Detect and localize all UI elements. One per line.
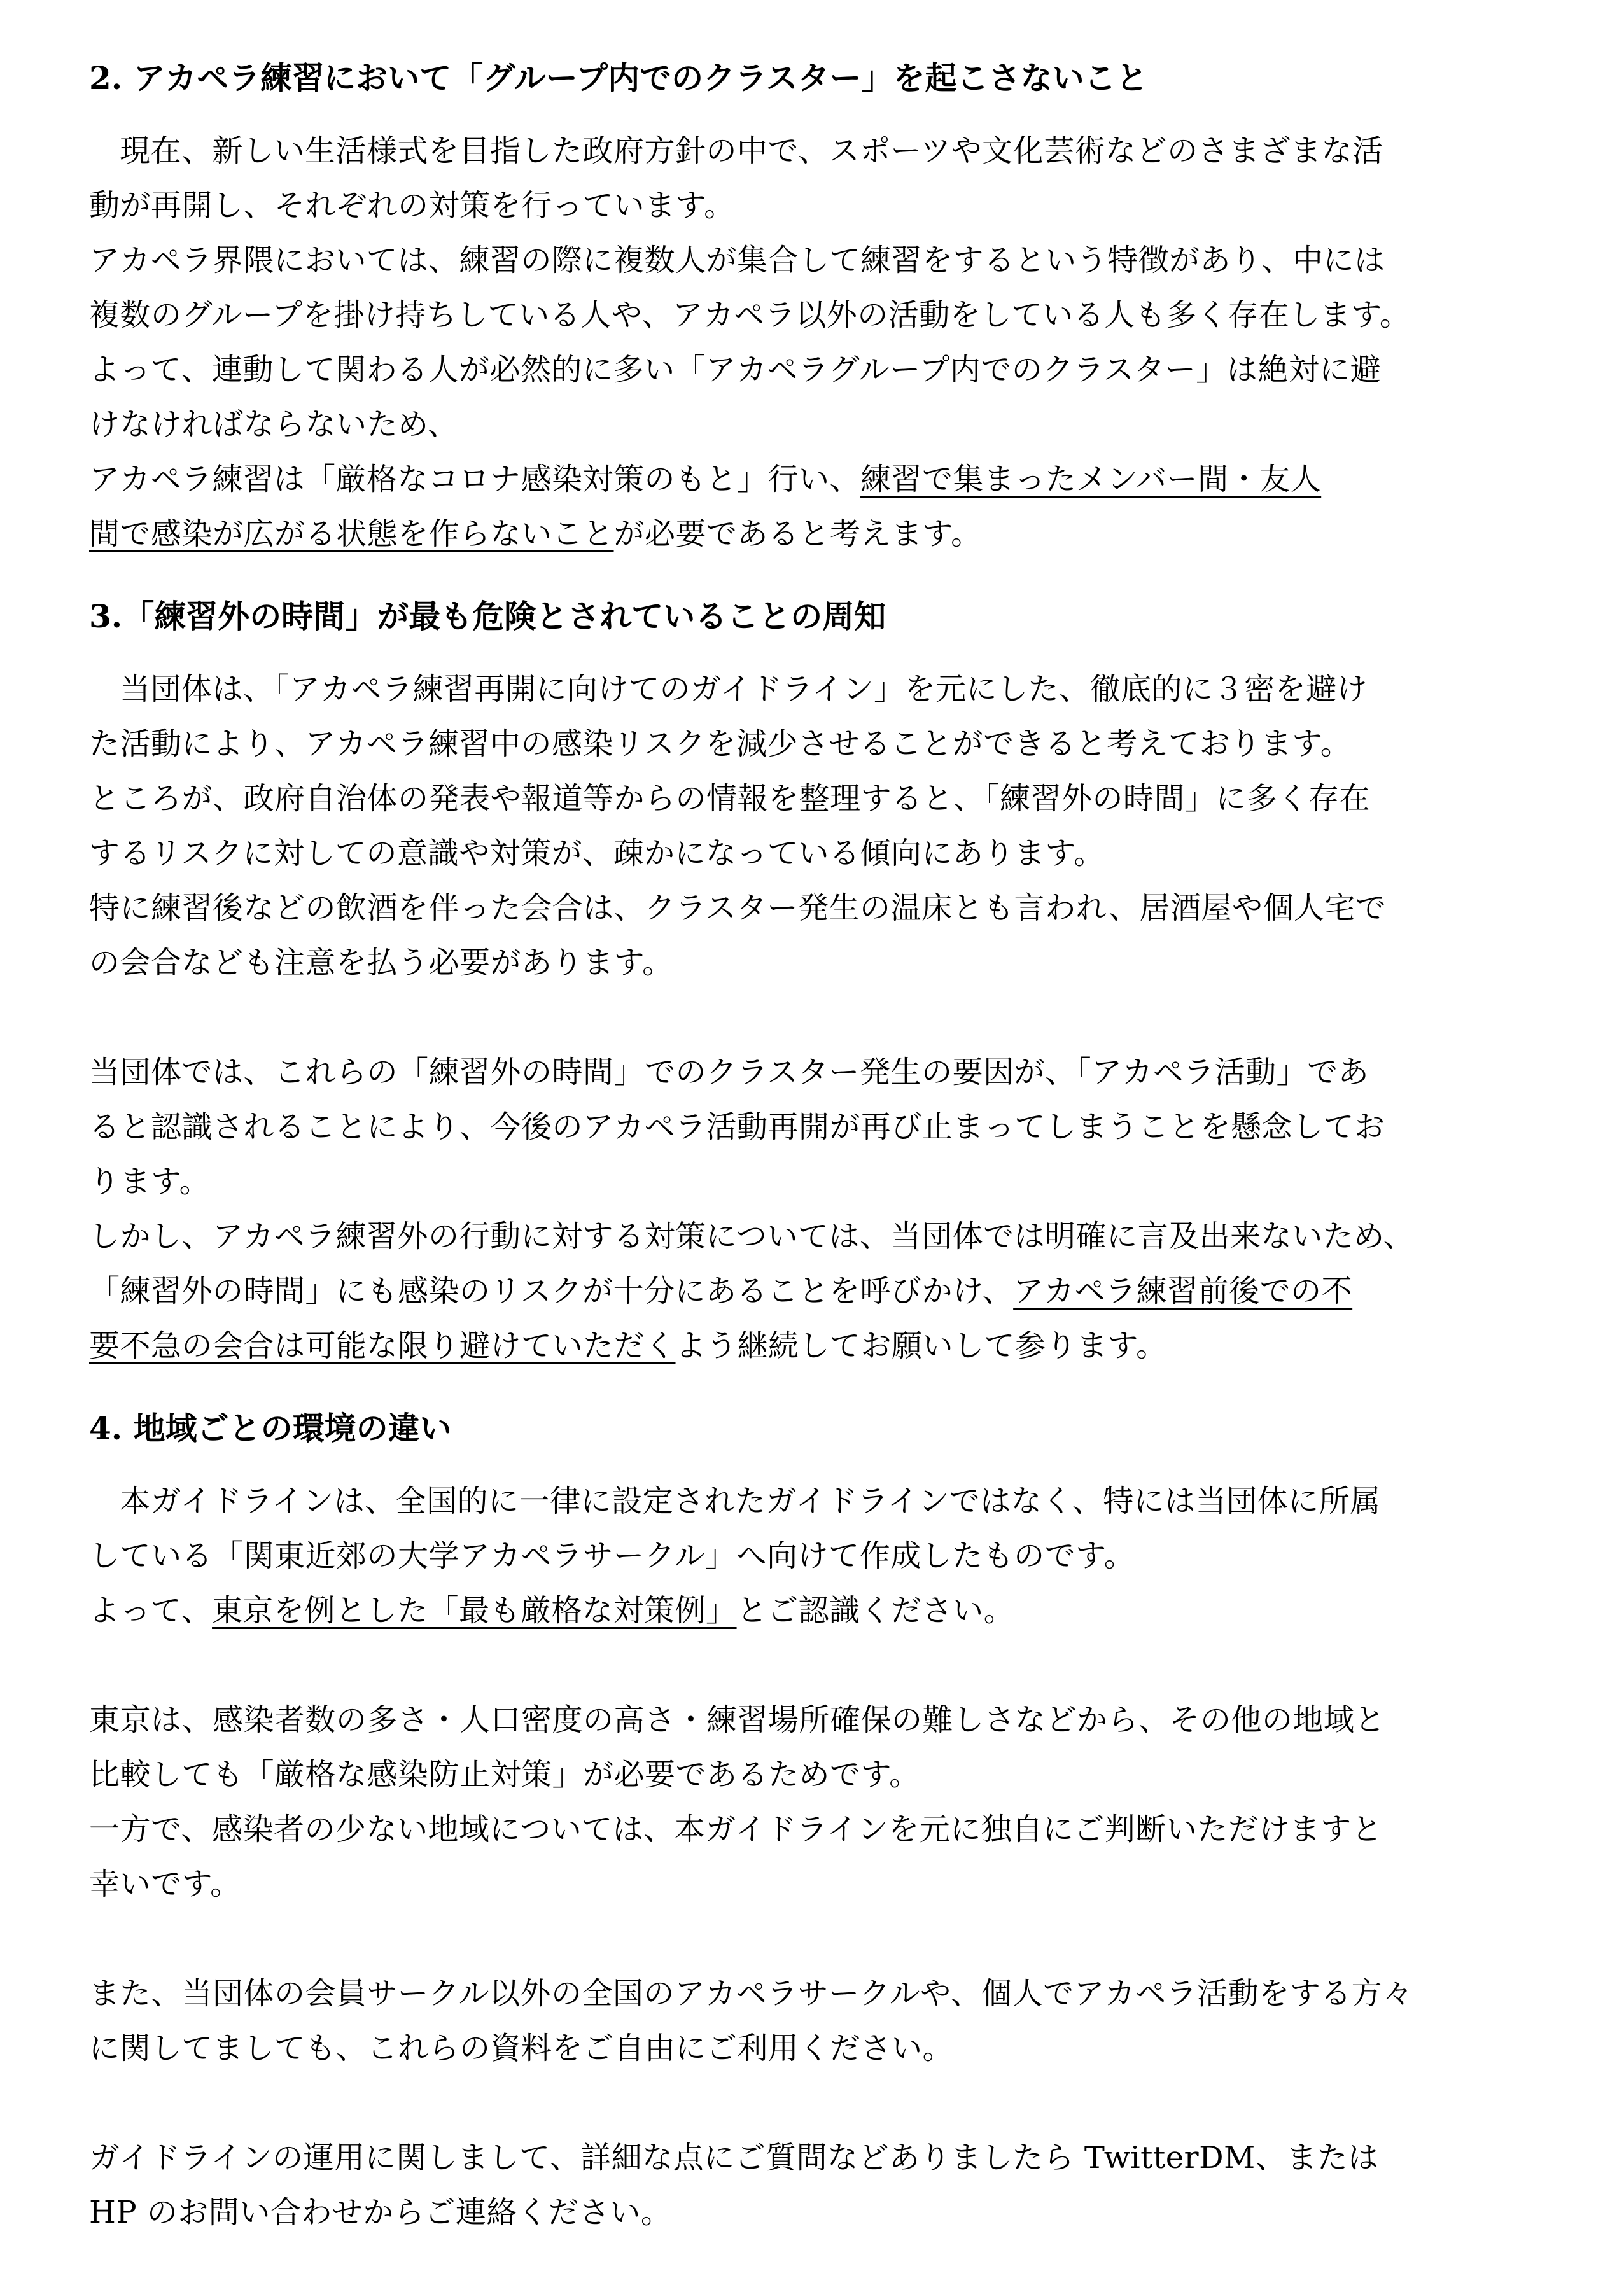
text-line bbox=[89, 1100, 1553, 1154]
text-segment: ります。 bbox=[89, 1164, 211, 1199]
section-3-paragraph-2 bbox=[89, 1045, 1553, 1373]
text-line bbox=[89, 1154, 1553, 1209]
text-line bbox=[89, 1857, 1553, 1911]
text-line bbox=[89, 123, 1553, 178]
text-segment: ると認識されることにより、今後のアカペラ活動再開が再び止まってしまうことを懸念してお bbox=[89, 1109, 1385, 1145]
section-heading-2: 2. アカペラ練習において「グループ内でのクラスター」を起こさないこと bbox=[89, 59, 1148, 97]
text-segment: 当団体は、「アカペラ練習再開に向けてのガイドライン」を元にした、徹底的に３密を避け bbox=[120, 671, 1368, 707]
section-4-paragraph-1 bbox=[89, 1474, 1553, 1638]
underlined-emphasis: アカペラ練習前後での不 bbox=[1013, 1273, 1353, 1309]
text-segment: 一方で、感染者の少ない地域については、本ガイドラインを元に独自にご判断いただけますと bbox=[89, 1812, 1383, 1847]
text-segment: 複数のグループを掛け持ちしている人や、アカペラ以外の活動をしている人も多く存在します。 bbox=[89, 297, 1411, 333]
text-segment: しかし、アカペラ練習外の行動に対する対策については、当団体では明確に言及出来ないため、 bbox=[89, 1219, 1415, 1254]
text-line bbox=[89, 935, 1553, 990]
text-line bbox=[89, 2185, 1553, 2240]
text-line bbox=[89, 1264, 1553, 1318]
section-3-paragraph-1 bbox=[89, 662, 1553, 990]
underlined-emphasis: 間で感染が広がる状態を作らないこと bbox=[89, 516, 614, 552]
text-line bbox=[89, 2021, 1553, 2076]
text-line bbox=[89, 1528, 1553, 1583]
text-segment: に関してましても、これらの資料をご自由にご利用ください。 bbox=[89, 2030, 954, 2066]
text-segment: している「関東近郊の大学アカペラサークル」へ向けて作成したものです。 bbox=[89, 1538, 1135, 1574]
text-segment: ガイドラインの運用に関しまして、詳細な点にご質問などありましたら TwitterDM、または bbox=[89, 2140, 1379, 2176]
section-4-paragraph-3 bbox=[89, 1966, 1553, 2076]
text-line bbox=[89, 342, 1553, 397]
section-heading-3: 3.「練習外の時間」が最も危険とされていることの周知 bbox=[89, 597, 886, 635]
text-line bbox=[89, 771, 1553, 826]
text-line bbox=[89, 1474, 1553, 1528]
section-4-paragraph-2 bbox=[89, 1693, 1553, 1911]
text-line bbox=[89, 1693, 1553, 1747]
text-line bbox=[89, 1209, 1553, 1264]
text-segment: 動が再開し、それぞれの対策を行っています。 bbox=[89, 188, 735, 223]
text-line bbox=[89, 1583, 1553, 1638]
text-line bbox=[89, 662, 1553, 716]
text-segment: また、当団体の会員サークル以外の全国のアカペラサークルや、個人でアカペラ活動をする方々 bbox=[89, 1976, 1413, 2011]
text-segment: アカペラ練習は「厳格なコロナ感染対策のもと」行い、 bbox=[89, 461, 861, 497]
text-segment: 当団体では、これらの「練習外の時間」でのクラスター発生の要因が、「アカペラ活動」であ bbox=[89, 1054, 1369, 1090]
text-line bbox=[89, 288, 1553, 342]
text-segment: よって、 bbox=[89, 1593, 213, 1628]
text-segment: 「練習外の時間」にも感染のリスクが十分にあることを呼びかけ、 bbox=[89, 1273, 1014, 1309]
text-segment: とご認識ください。 bbox=[736, 1593, 1015, 1628]
section-4-paragraph-4 bbox=[89, 2130, 1553, 2240]
text-segment: 幸いです。 bbox=[89, 1866, 241, 1902]
text-line bbox=[89, 716, 1553, 771]
text-line bbox=[89, 1318, 1553, 1373]
text-line bbox=[89, 233, 1553, 288]
text-line bbox=[89, 2130, 1553, 2185]
text-line bbox=[89, 1802, 1553, 1857]
text-line bbox=[89, 452, 1553, 507]
text-segment: 東京は、感染者数の多さ・人口密度の高さ・練習場所確保の難しさなどから、その他の地域と bbox=[89, 1702, 1386, 1738]
text-segment: するリスクに対しての意識や対策が、疎かになっている傾向にあります。 bbox=[89, 835, 1105, 871]
text-segment: けなければならないため、 bbox=[89, 407, 459, 442]
text-line bbox=[89, 881, 1553, 935]
text-segment: た活動により、アカペラ練習中の感染リスクを減少させることができると考えております。 bbox=[89, 726, 1352, 762]
underlined-emphasis: 要不急の会合は可能な限り避けていただく bbox=[89, 1328, 676, 1364]
document-page bbox=[89, 50, 1553, 2240]
underlined-emphasis: 練習で集まったメンバー間・友人 bbox=[860, 461, 1322, 497]
text-segment: 比較しても「厳格な感染防止対策」が必要であるためです。 bbox=[89, 1757, 920, 1792]
section-2-paragraph-1 bbox=[89, 123, 1553, 561]
text-segment: よって、連動して関わる人が必然的に多い「アカペラグループ内でのクラスター」は絶対に避 bbox=[89, 352, 1382, 388]
text-line bbox=[89, 397, 1553, 452]
text-line bbox=[89, 1045, 1553, 1100]
text-segment: が必要であると考えます。 bbox=[613, 516, 982, 552]
text-line bbox=[89, 1747, 1553, 1802]
text-segment: よう継続してお願いして参ります。 bbox=[675, 1328, 1167, 1364]
text-line bbox=[89, 507, 1553, 561]
text-segment: HP のお問い合わせからご連絡ください。 bbox=[89, 2195, 672, 2230]
text-line bbox=[89, 1966, 1553, 2021]
text-segment: の会合なども注意を払う必要があります。 bbox=[89, 945, 673, 981]
text-line bbox=[89, 826, 1553, 881]
text-line bbox=[89, 178, 1553, 233]
text-segment: アカペラ界隈においては、練習の際に複数人が集合して練習をするという特徴があり、中には bbox=[89, 242, 1385, 278]
text-segment: 本ガイドラインは、全国的に一律に設定されたガイドラインではなく、特には当団体に所属 bbox=[120, 1483, 1381, 1519]
text-segment: 特に練習後などの飲酒を伴った会合は、クラスター発生の温床とも言われ、居酒屋や個人宅で bbox=[89, 890, 1387, 926]
section-heading-4: 4. 地域ごとの環境の違い bbox=[89, 1409, 452, 1447]
underlined-emphasis: 東京を例とした「最も厳格な対策例」 bbox=[212, 1593, 737, 1628]
text-segment: ところが、政府自治体の発表や報道等からの情報を整理すると、「練習外の時間」に多く存在 bbox=[89, 781, 1371, 816]
text-segment: 現在、新しい生活様式を目指した政府方針の中で、スポーツや文化芸術などのさまざまな活 bbox=[120, 133, 1383, 169]
